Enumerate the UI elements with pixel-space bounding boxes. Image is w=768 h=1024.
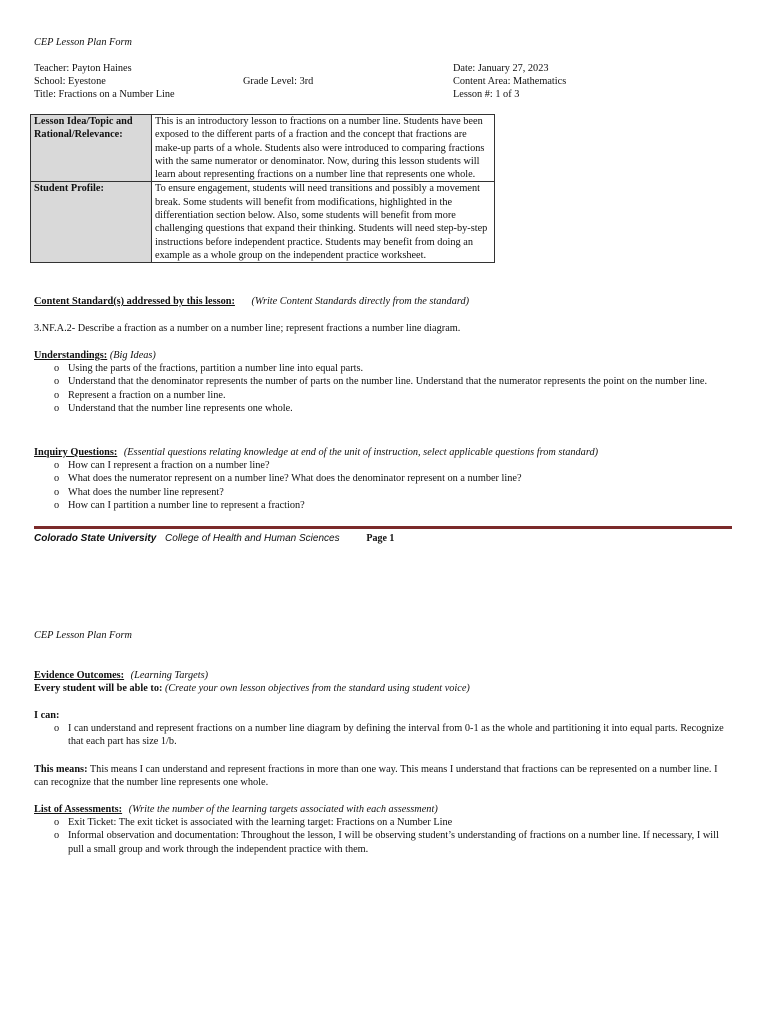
lesson-number-field: Lesson #: 1 of 3 — [453, 89, 520, 100]
lesson-info-table — [30, 114, 495, 263]
form-title: CEP Lesson Plan Form — [34, 37, 132, 48]
content-standard-heading: Content Standard(s) addressed by this lesson: — [34, 296, 235, 307]
this-means-label: This means: — [34, 764, 88, 775]
teacher-field: Teacher: Payton Haines — [34, 63, 132, 74]
assessments-heading: List of Assessments: — [34, 804, 123, 815]
list-item: o What does the number line represent? — [34, 486, 734, 499]
page-number: Page 1 — [366, 533, 395, 544]
form-title: CEP Lesson Plan Form — [34, 630, 132, 641]
lesson-idea-text: This is an introductory lesson to fractions on a number line. Students have been exposed to the different parts of a fraction and the concept that fractions are make-up parts of a whole. Students also were introduced to comparing fractions with the same numerator or denominator. Now, during this lesson students will learn about representing fractions on a number line that represents one whole. — [152, 115, 495, 182]
inquiry-list — [34, 459, 734, 512]
list-item: o How can I represent a fraction on a number line? — [34, 459, 734, 472]
table-row — [31, 182, 495, 263]
student-profile-label: Student Profile: — [31, 182, 152, 263]
list-item: o Understand that the number line represents one whole. — [34, 402, 734, 415]
every-student-line — [34, 682, 470, 695]
list-item: o Using the parts of the fractions, partition a number line into equal parts. — [34, 362, 734, 375]
list-item: o Represent a fraction on a number line. — [34, 389, 734, 402]
inquiry-note: (Essential questions relating knowledge at end of the unit of instruction, select applicable questions from standard) — [123, 447, 599, 458]
evidence-outcomes-note: (Learning Targets) — [130, 670, 209, 681]
school-field: School: Eyestone — [34, 76, 106, 87]
lesson-idea-label: Lesson Idea/Topic and Rational/Relevance: — [31, 115, 152, 182]
list-item: o Understand that the denominator represents the number of parts on the number line. Understand that the numerator represents the point on the number line. — [34, 375, 734, 388]
footer-college: College of Health and Human Sciences — [165, 533, 340, 544]
this-means-text: This means I can understand and represent fractions in more than one way. This means I understand that fractions can be represented on a number line. I can recognize that the number line represents one whole. — [34, 764, 718, 789]
understandings-list — [34, 362, 734, 415]
student-profile-text: To ensure engagement, students will need transitions and possibly a movement break. Some students will benefit from modifications, highlighted in the differentiation section below. Also, some students will benefit from more challenging questions that expand their thinking. Students will need step-by-step instructions before independent practice. Students may benefit from doing an example as a whole group on the independent practice worksheet. — [152, 182, 495, 263]
list-item: o Informal observation and documentation: Throughout the lesson, I will be observing student’s understanding of fractions on a number line. If necessary, I will pull a small group and work through the independent practice with them. — [34, 829, 734, 856]
every-student-label: Every student will be able to: — [34, 683, 163, 694]
date-field: Date: January 27, 2023 — [453, 63, 549, 74]
standard-text: 3.NF.A.2- Describe a fraction as a number on a number line; represent fractions a number line diagram. — [34, 323, 461, 334]
assessments-list — [34, 816, 734, 856]
evidence-outcomes-line — [34, 669, 208, 682]
list-item: o I can understand and represent fractions on a number line diagram by defining the interval from 0-1 as the whole and partitioning it into equal parts. Recognize that each part has size 1/b. — [34, 722, 734, 749]
title-field: Title: Fractions on a Number Line — [34, 89, 175, 100]
content-standard-line — [34, 295, 469, 308]
grade-level-field: Grade Level: 3rd — [243, 76, 314, 87]
i-can-list — [34, 722, 734, 749]
every-student-note: (Create your own lesson objectives from the standard using student voice) — [165, 683, 470, 694]
understandings-note: (Big Ideas) — [109, 350, 156, 361]
understandings-line — [34, 349, 156, 362]
evidence-outcomes-heading: Evidence Outcomes: — [34, 670, 125, 681]
page-2 — [0, 560, 768, 1024]
footer-university: Colorado State University — [34, 533, 157, 544]
assessments-note: (Write the number of the learning targets associated with each assessment) — [128, 804, 438, 815]
inquiry-line — [34, 446, 598, 459]
footer-divider — [34, 526, 732, 529]
content-area-field: Content Area: Mathematics — [453, 76, 567, 87]
assessments-line — [34, 803, 438, 816]
list-item: o Exit Ticket: The exit ticket is associated with the learning target: Fractions on a Number Line — [34, 816, 734, 829]
list-item: o How can I partition a number line to represent a fraction? — [34, 499, 734, 512]
understandings-heading: Understandings: — [34, 350, 108, 361]
page-footer — [34, 532, 394, 545]
inquiry-heading: Inquiry Questions: — [34, 447, 118, 458]
list-item: o What does the numerator represent on a number line? What does the denominator represent on a number line? — [34, 472, 734, 485]
table-row — [31, 115, 495, 182]
content-standard-note: (Write Content Standards directly from the standard) — [251, 296, 470, 307]
this-means-paragraph — [34, 763, 734, 790]
i-can-heading: I can: — [34, 710, 60, 721]
